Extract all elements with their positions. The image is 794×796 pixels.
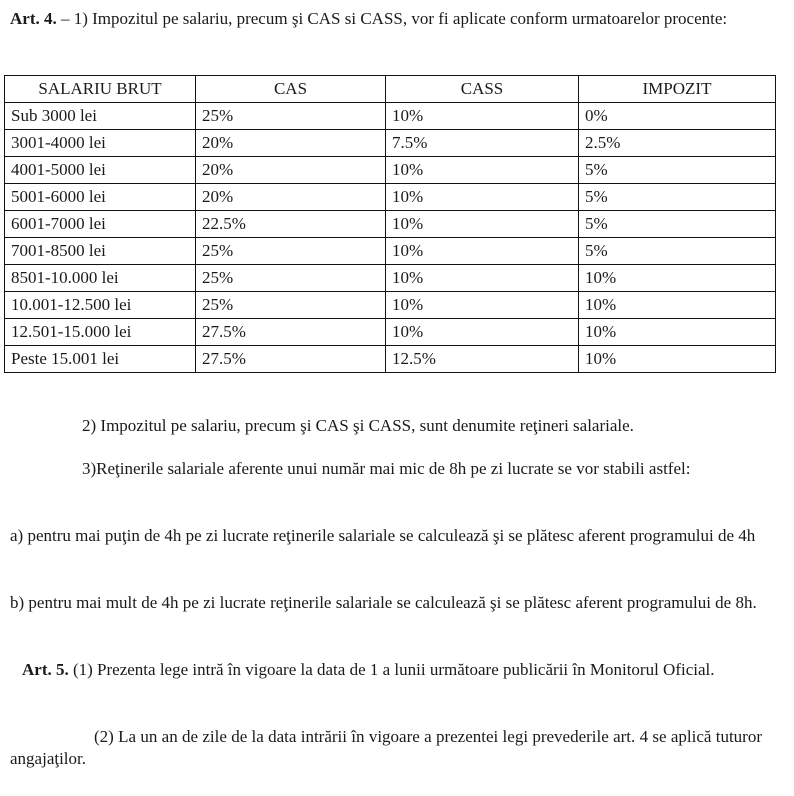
- paragraph-3: 3)Reţinerile salariale aferente unui număr mai mic de 8h pe zi lucrate se vor stabili astfel:: [82, 459, 691, 478]
- paragraph-b: b) pentru mai mult de 4h pe zi lucrate reţinerile salariale se calculează şi se plătesc aferent programului de 8h.: [10, 593, 757, 612]
- cell-cass: 12.5%: [386, 346, 579, 373]
- art5-paragraph-1: [10, 659, 762, 681]
- cell-cass: 10%: [386, 292, 579, 319]
- art4-intro-text: – 1) Impozitul pe salariu, precum şi CAS si CASS, vor fi aplicate conform urmatoarelor procente:: [56, 9, 728, 28]
- cell-cas: 25%: [196, 103, 386, 130]
- header-cas: CAS: [196, 76, 386, 103]
- cell-salary: 6001-7000 lei: [5, 211, 196, 238]
- table-row: [5, 157, 776, 184]
- cell-salary: Sub 3000 lei: [5, 103, 196, 130]
- salary-table: [4, 75, 776, 373]
- cell-cas: 27.5%: [196, 346, 386, 373]
- table-row: [5, 103, 776, 130]
- cell-salary: 12.501-15.000 lei: [5, 319, 196, 346]
- cell-cass: 10%: [386, 157, 579, 184]
- cell-cass: 10%: [386, 103, 579, 130]
- table-row: [5, 184, 776, 211]
- cell-impozit: 10%: [579, 265, 776, 292]
- cell-impozit: 10%: [579, 292, 776, 319]
- cell-impozit: 5%: [579, 211, 776, 238]
- cell-impozit: 5%: [579, 157, 776, 184]
- table-row: [5, 130, 776, 157]
- header-impozit: IMPOZIT: [579, 76, 776, 103]
- cell-cas: 20%: [196, 157, 386, 184]
- art5-label: Art. 5.: [22, 660, 69, 679]
- cell-impozit: 5%: [579, 184, 776, 211]
- cell-salary: Peste 15.001 lei: [5, 346, 196, 373]
- table-row: [5, 265, 776, 292]
- art5-paragraph-2: (2) La un an de zile de la data intrării în vigoare a prezentei legi prevederile art. 4 se aplică tuturor angajaţilor.: [10, 727, 762, 768]
- cell-cass: 10%: [386, 265, 579, 292]
- art4-intro: [10, 8, 762, 30]
- cell-cas: 20%: [196, 130, 386, 157]
- art5-p1-text: (1) Prezenta lege intră în vigoare la data de 1 a lunii următoare publicării în Monitorul Oficial.: [68, 660, 715, 679]
- cell-salary: 4001-5000 lei: [5, 157, 196, 184]
- table-row: [5, 319, 776, 346]
- cell-impozit: 0%: [579, 103, 776, 130]
- cell-salary: 5001-6000 lei: [5, 184, 196, 211]
- cell-cas: 25%: [196, 238, 386, 265]
- table-row: [5, 346, 776, 373]
- cell-salary: 3001-4000 lei: [5, 130, 196, 157]
- table-header-row: [5, 76, 776, 103]
- table-row: [5, 292, 776, 319]
- cell-impozit: 10%: [579, 346, 776, 373]
- cell-impozit: 10%: [579, 319, 776, 346]
- cell-salary: 8501-10.000 lei: [5, 265, 196, 292]
- cell-cas: 20%: [196, 184, 386, 211]
- cell-cas: 25%: [196, 292, 386, 319]
- cell-impozit: 5%: [579, 238, 776, 265]
- cell-cas: 25%: [196, 265, 386, 292]
- paragraph-a: a) pentru mai puţin de 4h pe zi lucrate reţinerile salariale se calculează şi se plătesc aferent programului de 4h: [10, 526, 756, 545]
- cell-salary: 10.001-12.500 lei: [5, 292, 196, 319]
- cell-impozit: 2.5%: [579, 130, 776, 157]
- art4-label: Art. 4.: [10, 9, 57, 28]
- cell-cass: 10%: [386, 211, 579, 238]
- cell-salary: 7001-8500 lei: [5, 238, 196, 265]
- table-row: [5, 211, 776, 238]
- header-cass: CASS: [386, 76, 579, 103]
- table-row: [5, 238, 776, 265]
- cell-cass: 7.5%: [386, 130, 579, 157]
- cell-cas: 22.5%: [196, 211, 386, 238]
- cell-cass: 10%: [386, 238, 579, 265]
- cell-cass: 10%: [386, 319, 579, 346]
- header-salariu-brut: SALARIU BRUT: [5, 76, 196, 103]
- cell-cas: 27.5%: [196, 319, 386, 346]
- cell-cass: 10%: [386, 184, 579, 211]
- paragraph-2: 2) Impozitul pe salariu, precum şi CAS şi CASS, sunt denumite reţineri salariale.: [82, 416, 634, 435]
